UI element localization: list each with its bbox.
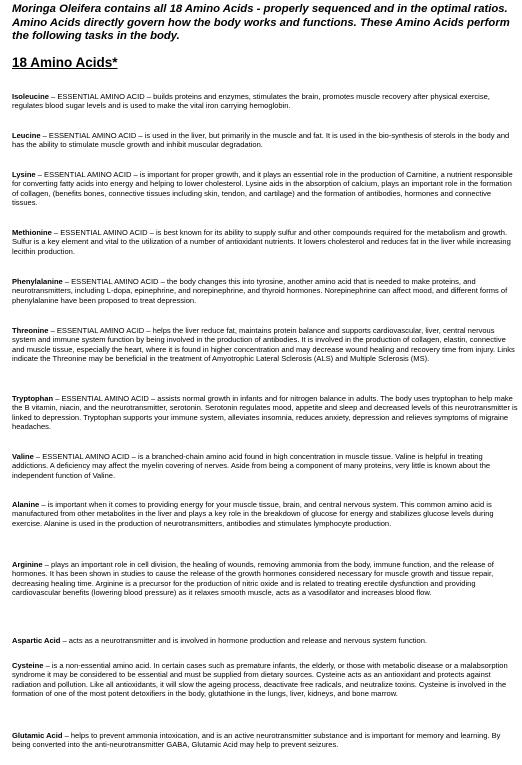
amino-acid-name: Methionine	[12, 228, 52, 237]
amino-acid-description: – is a non-essential amino acid. In certain cases such as premature infants, the elderly, or those with metabolic disease or a malabsorption syndrome it may be considered to be essential and must be supplied from dietary sources. Cysteine acts as an antioxidant and protects against radiation and pollution. Like all antioxidants, it will slow the ageing process, deactivate free radicals, and neutralize toxins. Cysteine is involved in the formation of one of the most potent detoxifiers in the body, glutathione in the lungs, liver, kidneys, and bone marrow.	[12, 661, 508, 699]
amino-acid-description: – ESSENTIAL AMINO ACID – is best known for its ability to supply sulfur and other compounds required for the metabolism and growth. Sulfur is a key element and vital to the utilization of a number of antioxidant nutrients. It lowers cholesterol and reduces fat in the liver while increasing lecithin production.	[12, 228, 511, 256]
amino-acid-description: – ESSENTIAL AMINO ACID – is used in the liver, but primarily in the muscle and fat. It is used in the bio-synthesis of sterols in the body and has the ability to stimulate muscle growth and inhibit muscular degradation.	[12, 131, 510, 150]
amino-acid-description: – plays an important role in cell division, the healing of wounds, removing ammonia from the body, immune function, and the release of hormones. It has been shown in studies to cause the release of the growth hormones considered necessary for muscle growth and tissue repair, decreasing healing time. Arginine is a precursor for the production of nitric oxide and is related to treating erectile dysfunction and providing cardiovascular benefits (lowering blood pressure) as it relaxes smooth muscle, acts as a vasodilator and increases blood flow.	[12, 560, 494, 598]
amino-acid-description: – ESSENTIAL AMINO ACID – helps the liver reduce fat, maintains protein balance and supports cardiovascular, liver, central nervous system and immune system function by being involved in the production of antibodies. It is involved in the production of collagen, elastin, connective and muscle tissue, especially the heart, where it is found in higher concentration and may decrease wound healing and recovery time from injury. Links indicate the Threonine may be beneficial in the treatment of Amyotrophic Lateral Sclerosis (ALS) and Multiple Sclerosis (MS).	[12, 326, 515, 364]
amino-acid-entry	[12, 170, 518, 207]
amino-acid-name: Leucine	[12, 131, 41, 140]
amino-acid-name: Arginine	[12, 560, 43, 569]
amino-acid-name: Lysine	[12, 170, 36, 179]
amino-acid-description: – is important when it comes to providing energy for your muscle tissue, brain, and central nervous system. This common amino acid is manufactured from other metabolites in the liver and plays a key role in the breakdown of glucose for energy and stabilizes glucose levels during exercise. Alanine is used in the production of neurotransmitters, antibodies and stimulates lymphocyte production.	[12, 500, 494, 528]
amino-acid-entry	[12, 661, 518, 698]
amino-acid-entry	[12, 452, 518, 480]
amino-acid-name: Alanine	[12, 500, 40, 509]
section-heading: 18 Amino Acids*	[12, 54, 118, 70]
amino-acid-name: Glutamic Acid	[12, 731, 63, 740]
amino-acid-name: Cysteine	[12, 661, 44, 670]
amino-acid-name: Tryptophan	[12, 394, 54, 403]
amino-acid-entry	[12, 636, 518, 645]
amino-acid-entry	[12, 394, 518, 431]
amino-acid-description: – ESSENTIAL AMINO ACID – the body changes this into tyrosine, another amino acid that is needed to make proteins, and neurotransmitters, including L-dopa, epinephrine, and norepinephrine, and thyroid hormones. Norepinephrine can affect mood, and different forms of phenylalanine have been proposed to treat depression.	[12, 277, 508, 305]
amino-acid-entry	[12, 228, 518, 256]
amino-acid-name: Isoleucine	[12, 92, 49, 101]
amino-acid-description: – ESSENTIAL AMINO ACID – assists normal growth in infants and for nitrogen balance in adults. The body uses tryptophan to help make the B vitamin, niacin, and the neurotransmitter, serotonin. Serotonin regulates mood, appetite and sleep and decreased levels of this neurotransmitter is linked to depression. Tryptophan supports your immune system, alleviates insomnia, reduces anxiety, depression and relieves symptoms of migraine headaches.	[12, 394, 518, 432]
amino-acid-entry	[12, 131, 518, 150]
amino-acid-entry	[12, 500, 518, 528]
amino-acid-name: Phenylalanine	[12, 277, 63, 286]
amino-acid-description: – ESSENTIAL AMINO ACID – builds proteins and enzymes, stimulates the brain, promotes muscle recovery after physical exercise, regulates blood sugar levels and is used to make the vital iron carrying hemoglobin.	[12, 92, 490, 111]
intro-paragraph: Moringa Oleifera contains all 18 Amino Acids - properly sequenced and in the optimal ratios. Amino Acids directly govern how the body works and functions. These Amino Acids perform the following tasks in the body.	[12, 3, 510, 43]
amino-acid-entry	[12, 731, 518, 750]
amino-acid-description: – helps to prevent ammonia intoxication, and is an active neurotransmitter substance and is important for memory and learning. By being converted into the anti-neurotransmitter GABA, Glutamic Acid may help to prevent seizures.	[12, 731, 501, 750]
amino-acid-entry	[12, 277, 518, 305]
amino-acid-name: Threonine	[12, 326, 49, 335]
amino-acid-name: Aspartic Acid	[12, 636, 61, 645]
amino-acid-description: – ESSENTIAL AMINO ACID – is important for proper growth, and it plays an essential role in the production of Carnitine, a nutrient responsible for converting fatty acids into energy and helping to lower cholesterol. Lysine aids in the absorption of calcium, plays an important role in the formation of collagen, (benefits bones, connective tissues including skin, tendon, and cartilage) and the formation of antibodies, hormones and connective tissues.	[12, 170, 513, 208]
amino-acid-name: Valine	[12, 452, 34, 461]
amino-acid-entry	[12, 326, 518, 363]
amino-acid-entry	[12, 560, 518, 597]
amino-acid-description: – ESSENTIAL AMINO ACID – is a branched-chain amino acid found in high concentration in muscle tissue. Valine is helpful in treating addictions. A deficiency may affect the myelin covering of nerves. Aside from being a component of many proteins, very little is known about the independent function of Valine.	[12, 452, 491, 480]
amino-acid-entry	[12, 92, 518, 111]
amino-acid-description: – acts as a neurotransmitter and is involved in hormone production and release and nervous system function.	[60, 636, 428, 645]
